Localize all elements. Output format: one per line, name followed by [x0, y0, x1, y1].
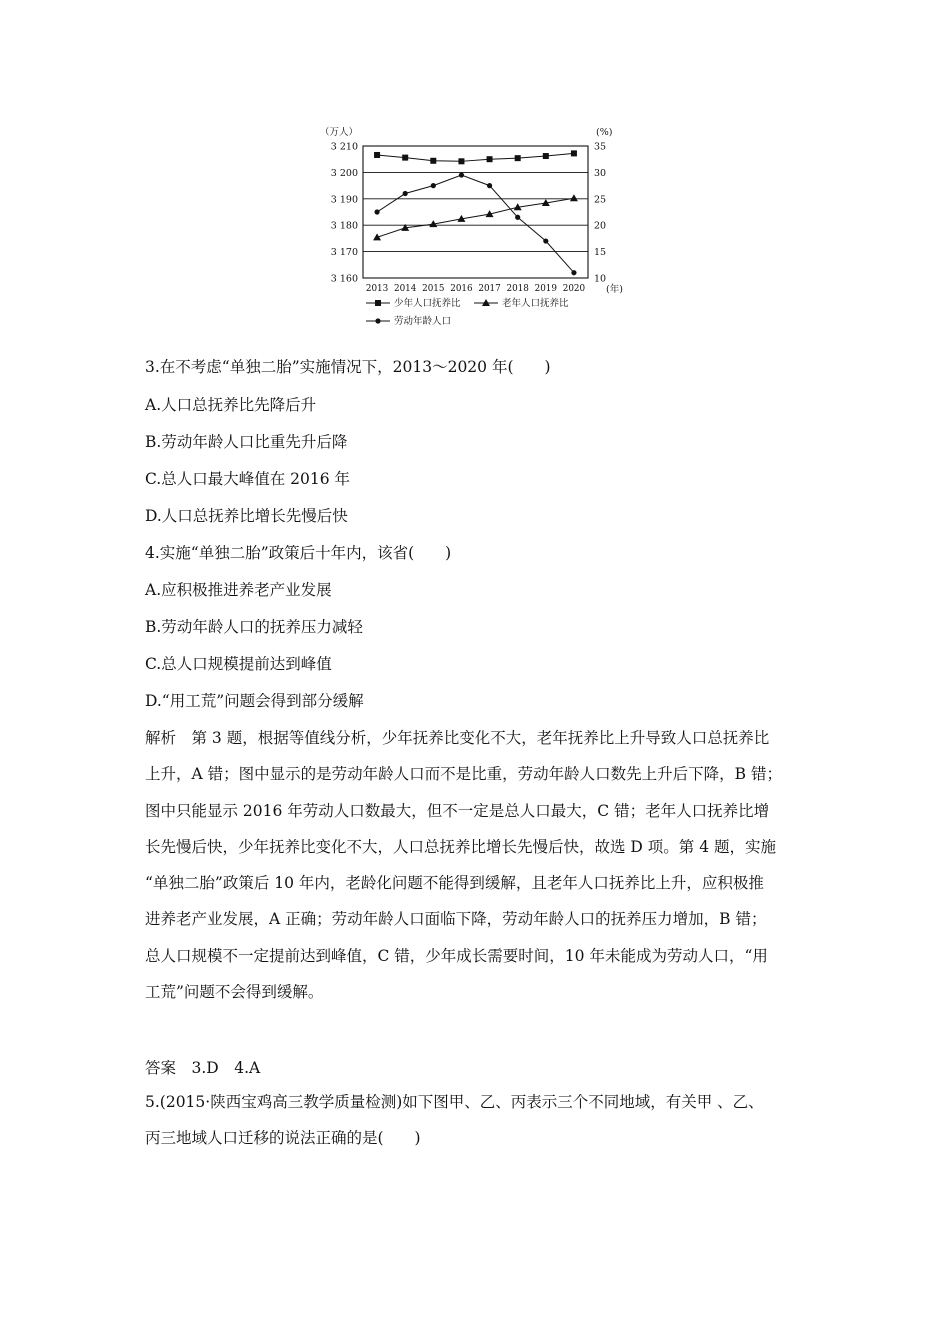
data-point-triangle	[570, 194, 578, 201]
data-point-square	[571, 150, 577, 156]
x-tick-label: 2018	[506, 284, 529, 294]
data-point-square	[543, 153, 549, 159]
legend-label: 劳动年龄人口	[394, 316, 452, 327]
legend-marker	[375, 318, 380, 323]
data-point-circle	[543, 238, 548, 243]
q3-option-b: B.劳动年龄人口比重先升后降	[145, 433, 348, 451]
q4-option-b: B.劳动年龄人口的抚养压力减轻	[145, 618, 363, 636]
data-point-circle	[431, 183, 436, 188]
q5-line: 丙三地域人口迁移的说法正确的是( )	[145, 1129, 421, 1148]
data-point-square	[487, 156, 493, 162]
left-tick-label: 3 200	[330, 167, 358, 179]
analysis-line: 总人口规模不一定提前达到峰值，C 错，少年成长需要时间，10 年未能成为劳动人口，“用	[145, 946, 768, 965]
q3-option-a: A.人口总抚养比先降后升	[145, 396, 317, 414]
q5-line: 5.(2015·陕西宝鸡高三教学质量检测)如下图甲、乙、丙表示三个不同地域，有关甲 、乙、	[145, 1093, 764, 1111]
right-tick-label: 15	[594, 247, 607, 259]
data-point-circle	[459, 172, 464, 177]
data-point-square	[374, 152, 380, 158]
data-point-square	[402, 155, 408, 161]
q4-stem: 4.实施“单独二胎”政策后十年内，该省( )	[145, 544, 452, 562]
data-point-circle	[571, 270, 576, 275]
legend-marker	[375, 300, 381, 306]
left-tick-label: 3 160	[330, 273, 358, 285]
analysis-line: “单独二胎”政策后 10 年内，老龄化问题不能得到缓解，且老年人口抚养比上升，应积极推	[145, 874, 764, 893]
analysis-paragraph	[145, 720, 825, 1010]
x-tick-label: 2014	[393, 284, 417, 294]
q5-paragraph	[145, 1084, 825, 1157]
plot-frame	[363, 146, 588, 278]
analysis-line: 长先慢后快，少年抚养比变化不大，人口总抚养比增长先慢后快，故选 D 项。第 4 题，实施	[145, 837, 776, 856]
q4-option-d: D.“用工荒”问题会得到部分缓解	[145, 692, 364, 710]
left-tick-label: 3 210	[330, 141, 358, 153]
right-tick-label: 10	[594, 273, 607, 285]
legend-label: 少年人口抚养比	[394, 298, 461, 309]
q3-stem: 3.在不考虑“单独二胎”实施情况下，2013～2020 年( )	[145, 358, 551, 376]
population-chart	[318, 118, 638, 333]
x-axis-unit: (年)	[606, 284, 623, 295]
x-tick-label: 2020	[562, 284, 586, 294]
x-tick-label: 2013	[365, 284, 389, 294]
left-tick-label: 3 170	[330, 247, 358, 259]
data-point-circle	[374, 209, 379, 214]
data-point-square	[458, 158, 464, 164]
x-tick-label: 2015	[422, 284, 445, 294]
legend-label: 老年人口抚养比	[502, 298, 569, 309]
right-tick-label: 35	[594, 141, 607, 153]
right-axis-unit: (%)	[596, 127, 613, 138]
left-tick-label: 3 190	[330, 194, 358, 206]
right-tick-label: 30	[594, 167, 607, 179]
q4-option-a: A.应积极推进养老产业发展	[145, 581, 332, 599]
x-tick-label: 2017	[478, 284, 501, 294]
analysis-line: 上升，A 错；图中显示的是劳动年龄人口而不是比重，劳动年龄人口数先上升后下降，B 错；	[145, 765, 782, 784]
right-tick-label: 20	[594, 220, 607, 232]
data-point-circle	[403, 191, 408, 196]
data-point-circle	[515, 215, 520, 220]
left-axis-unit: （万人）	[320, 127, 359, 138]
data-point-square	[430, 158, 436, 164]
q3-option-c: C.总人口最大峰值在 2016 年	[145, 470, 351, 488]
data-point-circle	[487, 183, 492, 188]
left-tick-label: 3 180	[330, 220, 358, 232]
q3-option-d: D.人口总抚养比增长先慢后快	[145, 507, 348, 525]
data-point-square	[515, 155, 521, 161]
analysis-line: 图中只能显示 2016 年劳动人口数最大，但不一定是总人口最大，C 错；老年人口抚养比增	[145, 801, 770, 820]
right-tick-label: 25	[594, 194, 607, 206]
analysis-line: 解析 第 3 题，根据等值线分析，少年抚养比变化不大，老年抚养比上升导致人口总抚养比	[145, 729, 770, 747]
x-tick-label: 2016	[450, 284, 473, 294]
series-line-circle	[377, 175, 574, 273]
analysis-line: 进养老产业发展，A 正确；劳动年龄人口面临下降，劳动年龄人口的抚养压力增加，B 错；	[145, 910, 767, 929]
answer-line: 答案 3.D 4.A	[145, 1059, 261, 1077]
q4-option-c: C.总人口规模提前达到峰值	[145, 655, 332, 673]
x-tick-label: 2019	[534, 284, 558, 294]
analysis-line: 工荒”问题不会得到缓解。	[145, 983, 324, 1002]
